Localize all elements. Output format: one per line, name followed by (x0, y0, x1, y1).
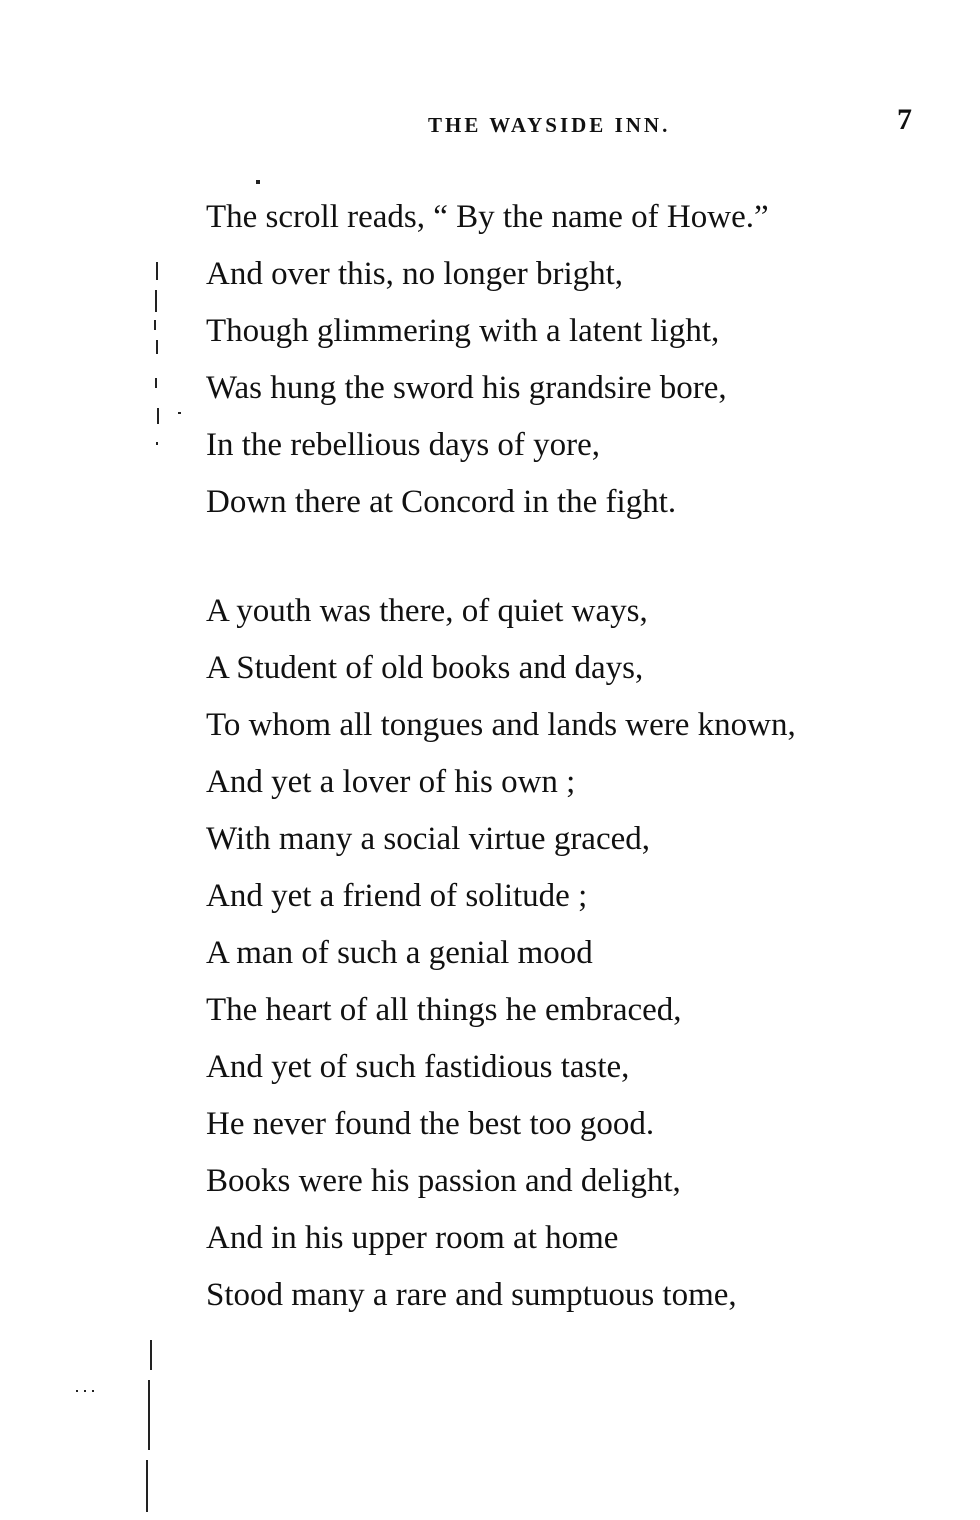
scan-dot (156, 442, 158, 445)
verse-line: He never found the best too good. (206, 1106, 655, 1142)
scan-margin-mark (154, 320, 156, 330)
verse-line: A Student of old books and days, (206, 650, 644, 686)
scan-margin-mark (157, 408, 159, 424)
verse-line: Stood many a rare and sumptuous tome, (206, 1277, 737, 1313)
stanza-1 (206, 189, 769, 531)
verse-line: And yet of such fastidious taste, (206, 1049, 630, 1085)
scan-margin-mark (148, 1380, 150, 1450)
scan-margin-mark (155, 378, 157, 388)
verse-line: In the rebellious days of yore, (206, 427, 601, 463)
verse-line: And yet a lover of his own ; (206, 764, 576, 800)
scan-dot (84, 1390, 86, 1392)
verse-line: And in his upper room at home (206, 1220, 619, 1256)
verse-line: Was hung the sword his grandsire bore, (206, 370, 727, 406)
scan-margin-mark (156, 340, 158, 354)
scan-dot (178, 412, 181, 414)
scan-dot (76, 1390, 78, 1392)
verse-line: A man of such a genial mood (206, 935, 593, 971)
page-number: 7 (897, 103, 912, 136)
verse-line: Down there at Concord in the fight. (206, 484, 677, 520)
verse-line: The heart of all things he embraced, (206, 992, 682, 1028)
scan-dot (256, 180, 260, 184)
verse-line: And over this, no longer bright, (206, 256, 624, 292)
verse-line: And yet a friend of solitude ; (206, 878, 588, 914)
verse-line: To whom all tongues and lands were known, (206, 707, 796, 743)
scan-margin-mark (150, 1340, 152, 1370)
verse-line: A youth was there, of quiet ways, (206, 593, 648, 629)
verse-line: With many a social virtue graced, (206, 821, 651, 857)
verse-line: Though glimmering with a latent light, (206, 313, 720, 349)
verse-line: Books were his passion and delight, (206, 1163, 681, 1199)
scan-margin-mark (156, 262, 158, 280)
scan-dot (92, 1390, 94, 1392)
scan-margin-mark (146, 1460, 148, 1512)
scan-margin-mark (155, 290, 157, 312)
verse-line: The scroll reads, “ By the name of Howe.” (206, 199, 769, 235)
running-head-title: THE WAYSIDE INN. (428, 113, 671, 137)
stanza-2 (206, 583, 796, 1324)
